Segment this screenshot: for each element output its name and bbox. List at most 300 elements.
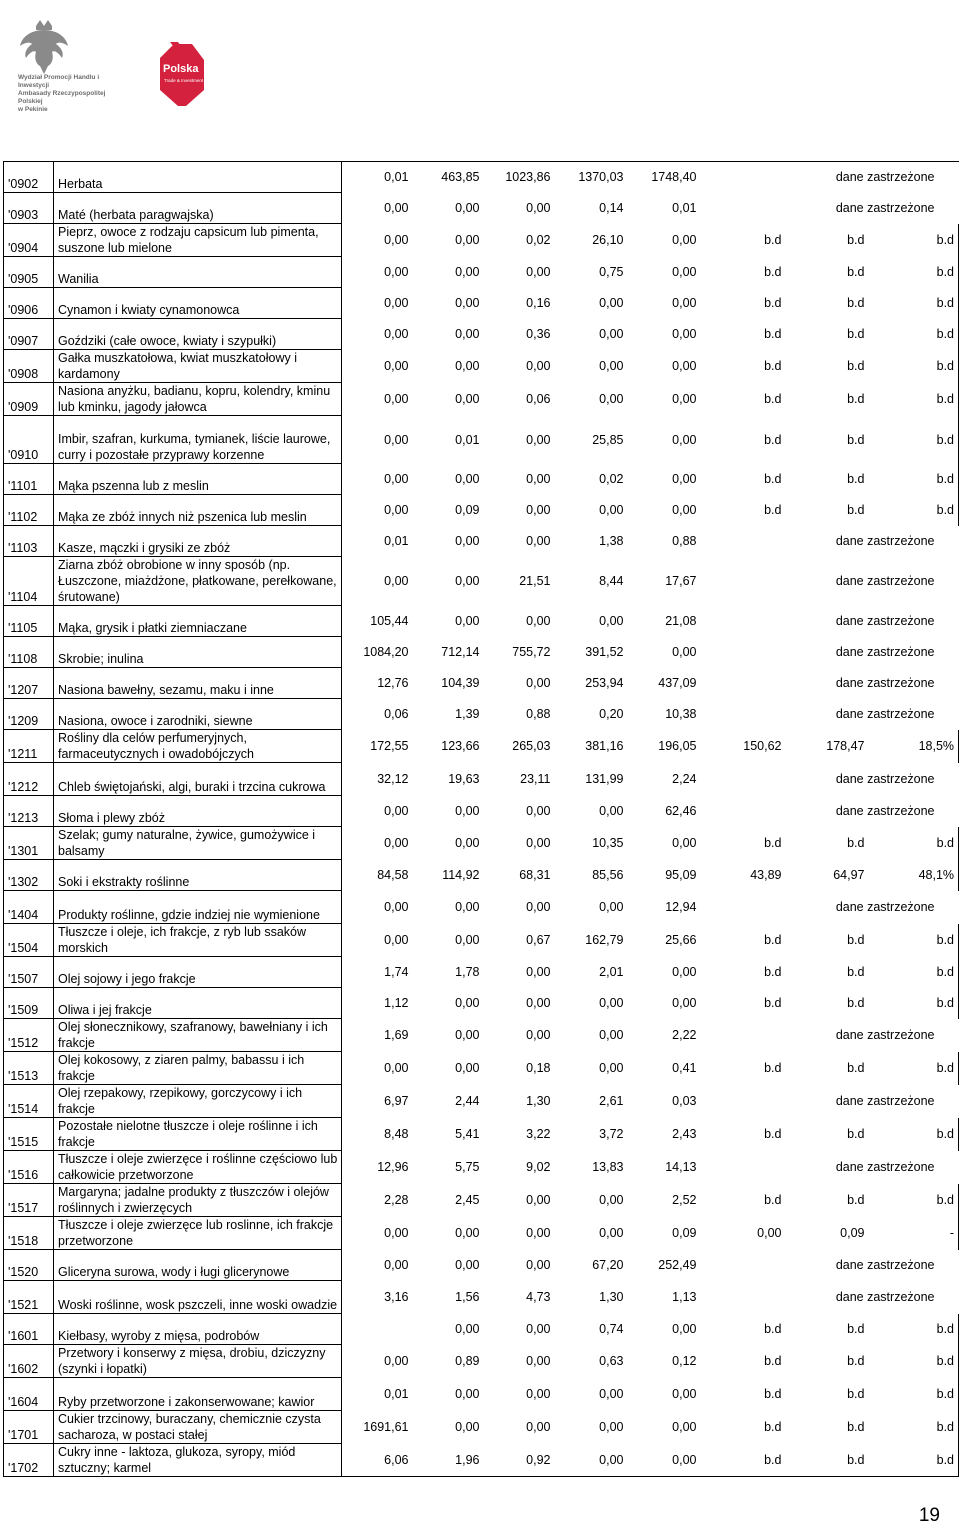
status-cell: dane zastrzeżone (835, 614, 935, 628)
value-cell: 0,00 (342, 557, 413, 606)
value-cell: 0,89 (455, 1354, 480, 1368)
table-row (4, 464, 959, 495)
org-line-2: Ambasady Rzeczypospolitej Polskiej (18, 90, 106, 105)
description-cell: Maté (herbata paragwajska) (54, 193, 342, 224)
extra-value-cell: b.d (869, 288, 959, 319)
value-cell: 0,00 (455, 614, 480, 628)
header-logos (18, 18, 208, 128)
value-cell: 10,35 (592, 836, 624, 850)
value-cell: 0,00 (526, 503, 551, 517)
value-cell: 0,00 (455, 574, 480, 588)
value-cell: 0,00 (342, 319, 413, 350)
trade-data-table (3, 161, 959, 1477)
description-cell: Mąka ze zbóż innych niż pszenica lub meslin (54, 495, 342, 526)
value-cell: 1,30 (599, 1290, 624, 1304)
table-row (4, 1345, 959, 1378)
value-cell: 0,06 (526, 392, 551, 406)
value-cell: 0,00 (526, 359, 551, 373)
table-row (4, 730, 959, 763)
value-cell: 0,00 (342, 193, 413, 224)
status-cell: dane zastrzeżone (835, 804, 935, 818)
value-cell: 0,00 (455, 1420, 480, 1434)
value-cell: 26,10 (592, 233, 624, 247)
value-cell: 0,06 (342, 699, 413, 730)
value-cell: 0,00 (342, 383, 413, 416)
description-cell: Nasiona bawełny, sezamu, maku i inne (54, 668, 342, 699)
value-cell: 0,00 (599, 392, 624, 406)
value-cell: 196,05 (658, 739, 697, 753)
value-cell: 2,45 (455, 1193, 480, 1207)
extra-value-cell: b.d (847, 836, 865, 850)
extra-value-cell: b.d (869, 1118, 959, 1151)
value-cell (342, 1314, 413, 1345)
hs-code-cell: '1504 (4, 924, 54, 957)
value-cell: 1,13 (672, 1290, 697, 1304)
status-cell: dane zastrzeżone (835, 900, 935, 914)
extra-value-cell: b.d (764, 836, 782, 850)
value-cell: 0,00 (455, 1226, 480, 1240)
hs-code-cell: '0909 (4, 383, 54, 416)
value-cell: 253,94 (585, 676, 624, 690)
org-name-block (18, 74, 128, 114)
value-cell: 0,00 (342, 350, 413, 383)
value-cell: 1,39 (455, 707, 480, 721)
hs-code-cell: '1513 (4, 1052, 54, 1085)
value-cell: 0,00 (342, 1052, 413, 1085)
extra-value-cell: b.d (869, 464, 959, 495)
value-cell: 0,67 (526, 933, 551, 947)
value-cell: 2,43 (672, 1127, 697, 1141)
value-cell: 0,09 (672, 1226, 697, 1240)
value-cell: 0,63 (599, 1354, 624, 1368)
value-cell: 12,94 (665, 900, 697, 914)
value-cell: 14,13 (665, 1160, 697, 1174)
value-cell: 0,00 (526, 432, 551, 447)
description-cell: Nasiona, owoce i zarodniki, siewne (54, 699, 342, 730)
extra-value-cell: b.d (869, 957, 959, 988)
extra-value-cell: 178,47 (826, 739, 865, 753)
hs-code-cell: '0903 (4, 193, 54, 224)
extra-value-cell: b.d (764, 1061, 782, 1075)
description-cell: Szelak; gumy naturalne, żywice, gumożywice i balsamy (54, 827, 342, 860)
value-cell: 0,00 (342, 1345, 413, 1378)
extra-value-cell: b.d (764, 996, 782, 1010)
hs-code-cell: '1108 (4, 637, 54, 668)
value-cell: 0,00 (455, 201, 480, 215)
value-cell: 1,96 (413, 1444, 484, 1477)
extra-value-cell: b.d (764, 1193, 782, 1207)
extra-value-cell: b.d (764, 1322, 782, 1336)
table-row (4, 860, 959, 891)
table-row (4, 1184, 959, 1217)
description-cell: Ziarna zbóż obrobione w inny sposób (np. Łuszczone, miażdżone, płatkowane, perełkowane, śrutowane) (54, 557, 342, 606)
value-cell: 0,00 (455, 996, 480, 1010)
value-cell: 0,00 (455, 836, 480, 850)
description-cell: Olej sojowy i jego frakcje (54, 957, 342, 988)
description-cell: Przetwory i konserwy z mięsa, drobiu, dziczyzny (szynki i łopatki) (54, 1345, 342, 1378)
status-cell: dane zastrzeżone (835, 772, 935, 786)
description-cell: Tłuszcze i oleje zwierzęce i roślinne częściowo lub całkowicie przetworzone (54, 1151, 342, 1184)
extra-value-cell: b.d (847, 432, 865, 447)
extra-value-cell: b.d (847, 1193, 865, 1207)
hs-code-cell: '1212 (4, 763, 54, 796)
description-cell: Wanilia (54, 257, 342, 288)
table-row (4, 796, 959, 827)
value-cell: 463,85 (413, 162, 484, 193)
value-cell: 0,00 (672, 996, 697, 1010)
value-cell: 1084,20 (342, 637, 413, 668)
value-cell: 0,00 (342, 257, 413, 288)
value-cell: 32,12 (342, 763, 413, 796)
extra-value-cell: b.d (847, 965, 865, 979)
value-cell: 68,31 (519, 868, 551, 882)
value-cell: 0,02 (599, 472, 624, 486)
extra-value-cell: b.d (764, 233, 782, 247)
description-cell: Herbata (54, 162, 342, 193)
hs-code-cell: '1515 (4, 1118, 54, 1151)
value-cell: 0,00 (455, 359, 480, 373)
value-cell: 1,12 (342, 988, 413, 1019)
value-cell: 0,00 (526, 1226, 551, 1240)
table-row (4, 988, 959, 1019)
value-cell: 0,00 (342, 416, 413, 464)
value-cell: 0,00 (526, 472, 551, 486)
value-cell: 0,00 (526, 265, 551, 279)
extra-value-cell: b.d (764, 1387, 782, 1401)
table-row (4, 1378, 959, 1411)
extra-value-cell: b.d (764, 327, 782, 341)
value-cell: 12,76 (342, 668, 413, 699)
value-cell: 0,00 (526, 1387, 551, 1401)
table-row (4, 699, 959, 730)
description-cell: Kasze, mączki i grysiki ze zbóż (54, 526, 342, 557)
extra-value-cell: b.d (869, 224, 959, 257)
value-cell: 0,01 (342, 1378, 413, 1411)
description-cell: Mąka, grysik i płatki ziemniaczane (54, 606, 342, 637)
value-cell: 0,00 (526, 965, 551, 979)
value-cell: 1370,03 (555, 162, 628, 193)
value-cell: 0,00 (342, 891, 413, 924)
value-cell: 0,00 (455, 1387, 480, 1401)
value-cell: 0,00 (455, 933, 480, 947)
extra-value-cell: b.d (869, 1314, 959, 1345)
table-row (4, 763, 959, 796)
value-cell: 8,48 (342, 1118, 413, 1151)
description-cell: Ryby przetworzone i zakonserwowane; kawior (54, 1378, 342, 1411)
extra-value-cell: b.d (701, 1444, 786, 1477)
value-cell: 1,56 (455, 1290, 480, 1304)
hs-code-cell: '1521 (4, 1281, 54, 1314)
extra-value-cell: b.d (869, 924, 959, 957)
extra-value-cell: b.d (869, 1444, 959, 1477)
extra-value-cell: b.d (847, 359, 865, 373)
description-cell: Kiełbasy, wyroby z mięsa, podrobów (54, 1314, 342, 1345)
value-cell: 4,73 (526, 1290, 551, 1304)
hs-code-cell: '1518 (4, 1217, 54, 1250)
value-cell: 0,00 (455, 1061, 480, 1075)
value-cell: 0,00 (599, 1193, 624, 1207)
description-cell: Soki i ekstrakty roślinne (54, 860, 342, 891)
hs-code-cell: '1101 (4, 464, 54, 495)
extra-value-cell: b.d (764, 503, 782, 517)
extra-value-cell: b.d (869, 1184, 959, 1217)
status-cell: dane zastrzeżone (701, 162, 959, 193)
value-cell: 0,00 (599, 804, 624, 818)
extra-value-cell: b.d (847, 503, 865, 517)
extra-value-cell: b.d (847, 233, 865, 247)
table-row (4, 1118, 959, 1151)
value-cell: 21,51 (519, 574, 551, 588)
description-cell: Gliceryna surowa, wody i ługi glicerynowe (54, 1250, 342, 1281)
description-cell: Goździki (całe owoce, kwiaty i szypułki) (54, 319, 342, 350)
value-cell: 0,00 (526, 534, 551, 548)
value-cell: 391,52 (585, 645, 624, 659)
table-row (4, 1250, 959, 1281)
value-cell: 0,00 (342, 495, 413, 526)
value-cell: 105,44 (342, 606, 413, 637)
extra-value-cell: b.d (869, 383, 959, 416)
brand-name: Polska (163, 63, 199, 75)
hs-code-cell: '1507 (4, 957, 54, 988)
table-row (4, 637, 959, 668)
value-cell: 123,66 (441, 739, 480, 753)
description-cell: Gałka muszkatołowa, kwiat muszkatołowy i kardamony (54, 350, 342, 383)
page-number: 19 (918, 1505, 940, 1526)
value-cell: 0,00 (342, 288, 413, 319)
value-cell: 25,85 (592, 432, 624, 447)
value-cell: 1,69 (342, 1019, 413, 1052)
extra-value-cell: b.d (869, 319, 959, 350)
extra-value-cell: 0,00 (757, 1226, 782, 1240)
extra-value-cell: b.d (869, 1345, 959, 1378)
extra-value-cell: b.d (764, 359, 782, 373)
extra-value-cell: 43,89 (750, 868, 782, 882)
value-cell: 0,00 (672, 233, 697, 247)
value-cell: 0,00 (526, 1258, 551, 1272)
value-cell: 0,00 (342, 1250, 413, 1281)
extra-value-cell: b.d (869, 988, 959, 1019)
value-cell: 0,00 (555, 1444, 628, 1477)
value-cell: 0,00 (599, 359, 624, 373)
value-cell: 0,00 (455, 804, 480, 818)
value-cell: 13,83 (592, 1160, 624, 1174)
extra-value-cell: b.d (764, 933, 782, 947)
value-cell: 9,02 (526, 1160, 551, 1174)
hs-code-cell: '1512 (4, 1019, 54, 1052)
status-cell: dane zastrzeżone (835, 1290, 935, 1304)
value-cell: 2,24 (672, 772, 697, 786)
value-cell: 19,63 (448, 772, 480, 786)
extra-value-cell: b.d (764, 472, 782, 486)
value-cell: 0,09 (455, 503, 480, 517)
value-cell: 0,16 (526, 296, 551, 310)
description-cell: Skrobie; inulina (54, 637, 342, 668)
description-cell: Mąka pszenna lub z meslin (54, 464, 342, 495)
value-cell: 5,75 (455, 1160, 480, 1174)
value-cell: 0,00 (672, 503, 697, 517)
extra-value-cell: b.d (847, 1387, 865, 1401)
extra-value-cell: b.d (847, 265, 865, 279)
description-cell: Pieprz, owoce z rodzaju capsicum lub pimenta, suszone lub mielone (54, 224, 342, 257)
value-cell: 6,97 (342, 1085, 413, 1118)
description-cell: Słoma i plewy zbóż (54, 796, 342, 827)
value-cell: 0,00 (526, 201, 551, 215)
hs-code-cell: '1514 (4, 1085, 54, 1118)
value-cell: 755,72 (512, 645, 551, 659)
extra-value-cell: 150,62 (743, 739, 782, 753)
table-row (4, 257, 959, 288)
value-cell: 0,00 (526, 1420, 551, 1434)
description-cell: Tłuszcze i oleje, ich frakcje, z ryb lub ssaków morskich (54, 924, 342, 957)
description-cell: Olej rzepakowy, rzepikowy, gorczycowy i ich frakcje (54, 1085, 342, 1118)
value-cell: 0,00 (526, 1028, 551, 1042)
value-cell: 0,75 (599, 265, 624, 279)
value-cell: 0,01 (342, 526, 413, 557)
value-cell: 0,00 (672, 1420, 697, 1434)
description-cell: Oliwa i jej frakcje (54, 988, 342, 1019)
table-row (4, 319, 959, 350)
value-cell: 0,88 (526, 707, 551, 721)
value-cell: 0,00 (455, 900, 480, 914)
value-cell: 0,18 (526, 1061, 551, 1075)
hs-code-cell: '1301 (4, 827, 54, 860)
table-row (4, 1217, 959, 1250)
value-cell: 0,20 (599, 707, 624, 721)
hs-code-cell: '0906 (4, 288, 54, 319)
polska-brand-logo-icon (156, 40, 208, 110)
value-cell: 0,00 (672, 645, 697, 659)
status-cell: dane zastrzeżone (835, 676, 935, 690)
extra-value-cell: b.d (847, 296, 865, 310)
hs-code-cell: '0905 (4, 257, 54, 288)
value-cell: 0,00 (672, 392, 697, 406)
value-cell: 0,00 (342, 464, 413, 495)
value-cell: 0,00 (455, 1028, 480, 1042)
extra-value-cell: 48,1% (869, 860, 959, 891)
extra-value-cell: b.d (847, 1127, 865, 1141)
status-cell: dane zastrzeżone (835, 534, 935, 548)
value-cell: 2,28 (342, 1184, 413, 1217)
hs-code-cell: '1209 (4, 699, 54, 730)
hs-code-cell: '0902 (4, 162, 54, 193)
org-line-3: w Pekinie (18, 106, 48, 113)
extra-value-cell: b.d (764, 432, 782, 447)
value-cell: 0,00 (599, 614, 624, 628)
value-cell: 0,00 (526, 1193, 551, 1207)
value-cell: 0,36 (526, 327, 551, 341)
value-cell: 12,96 (342, 1151, 413, 1184)
value-cell: 2,52 (672, 1193, 697, 1207)
extra-value-cell: b.d (847, 472, 865, 486)
value-cell: 0,00 (672, 296, 697, 310)
description-cell: Margaryna; jadalne produkty z tłuszczów i olejów roślinnych i zwierzęcych (54, 1184, 342, 1217)
value-cell: 0,00 (599, 503, 624, 517)
description-cell: Pozostałe nielotne tłuszcze i oleje roślinne i ich frakcje (54, 1118, 342, 1151)
value-cell: 5,41 (455, 1127, 480, 1141)
extra-value-cell: b.d (869, 495, 959, 526)
hs-code-cell: '0907 (4, 319, 54, 350)
description-cell: Produkty roślinne, gdzie indziej nie wymienione (54, 891, 342, 924)
value-cell: 0,00 (628, 1444, 701, 1477)
hs-code-cell: '1602 (4, 1345, 54, 1378)
description-cell: Woski roślinne, wosk pszczeli, inne woski owadzie (54, 1281, 342, 1314)
hs-code-cell: '1604 (4, 1378, 54, 1411)
value-cell: 1,74 (342, 957, 413, 988)
value-cell: 0,00 (526, 900, 551, 914)
value-cell: 67,20 (592, 1258, 624, 1272)
description-cell: Cukier trzcinowy, buraczany, chemicznie czysta sacharoza, w postaci stałej (54, 1411, 342, 1444)
value-cell: 114,92 (442, 868, 480, 882)
value-cell: 0,00 (455, 296, 480, 310)
extra-value-cell: b.d (869, 1052, 959, 1085)
value-cell: 3,22 (526, 1127, 551, 1141)
value-cell: 0,00 (672, 965, 697, 979)
value-cell: 0,14 (599, 201, 624, 215)
extra-value-cell: b.d (764, 1127, 782, 1141)
table-row (4, 1281, 959, 1314)
hs-code-cell: '1211 (4, 730, 54, 763)
hs-code-cell: '0904 (4, 224, 54, 257)
value-cell: 1,30 (526, 1094, 551, 1108)
value-cell: 0,92 (484, 1444, 555, 1477)
extra-value-cell: b.d (869, 827, 959, 860)
status-cell: dane zastrzeżone (835, 1258, 935, 1272)
value-cell: 85,56 (592, 868, 624, 882)
extra-value-cell: b.d (869, 1411, 959, 1444)
value-cell: 2,44 (455, 1094, 480, 1108)
value-cell: 0,00 (526, 996, 551, 1010)
table-row (4, 1052, 959, 1085)
value-cell: 25,66 (665, 933, 697, 947)
value-cell: 0,74 (599, 1322, 624, 1336)
table-row (4, 668, 959, 699)
extra-value-cell: b.d (847, 392, 865, 406)
hs-code-cell: '0910 (4, 416, 54, 464)
value-cell: 0,00 (455, 392, 480, 406)
description-cell: Tłuszcze i oleje zwierzęce lub roslinne, ich frakcje przetworzone (54, 1217, 342, 1250)
value-cell: 0,00 (599, 1420, 624, 1434)
value-cell: 0,00 (672, 359, 697, 373)
value-cell: 0,00 (526, 836, 551, 850)
value-cell: 131,99 (585, 772, 624, 786)
value-cell: 1748,40 (628, 162, 701, 193)
value-cell: 3,72 (599, 1127, 624, 1141)
extra-value-cell: b.d (847, 1061, 865, 1075)
table-row (4, 957, 959, 988)
extra-value-cell: 18,5% (869, 730, 959, 763)
value-cell: 0,88 (672, 534, 697, 548)
value-cell: 0,00 (672, 432, 697, 447)
value-cell: 1023,86 (484, 162, 555, 193)
value-cell: 10,38 (665, 707, 697, 721)
description-cell: Cukry inne - laktoza, glukoza, syropy, miód sztuczny; karmel (54, 1444, 342, 1477)
value-cell: 0,00 (672, 265, 697, 279)
value-cell: 1,38 (599, 534, 624, 548)
hs-code-cell: '1701 (4, 1411, 54, 1444)
description-cell: Imbir, szafran, kurkuma, tymianek, liście laurowe, curry i pozostałe przyprawy korzenne (54, 416, 342, 464)
extra-value-cell: 64,97 (833, 868, 865, 882)
description-cell: Nasiona anyżku, badianu, kopru, kolendry, kminu lub kminku, jagody jałowca (54, 383, 342, 416)
extra-value-cell: b.d (869, 350, 959, 383)
value-cell: 1,78 (455, 965, 480, 979)
value-cell: 104,39 (441, 676, 480, 690)
table-row (4, 526, 959, 557)
value-cell: 0,00 (455, 265, 480, 279)
hs-code-cell: '1104 (4, 557, 54, 606)
hs-code-cell: '1517 (4, 1184, 54, 1217)
table-row (4, 827, 959, 860)
status-cell: dane zastrzeżone (835, 645, 935, 659)
